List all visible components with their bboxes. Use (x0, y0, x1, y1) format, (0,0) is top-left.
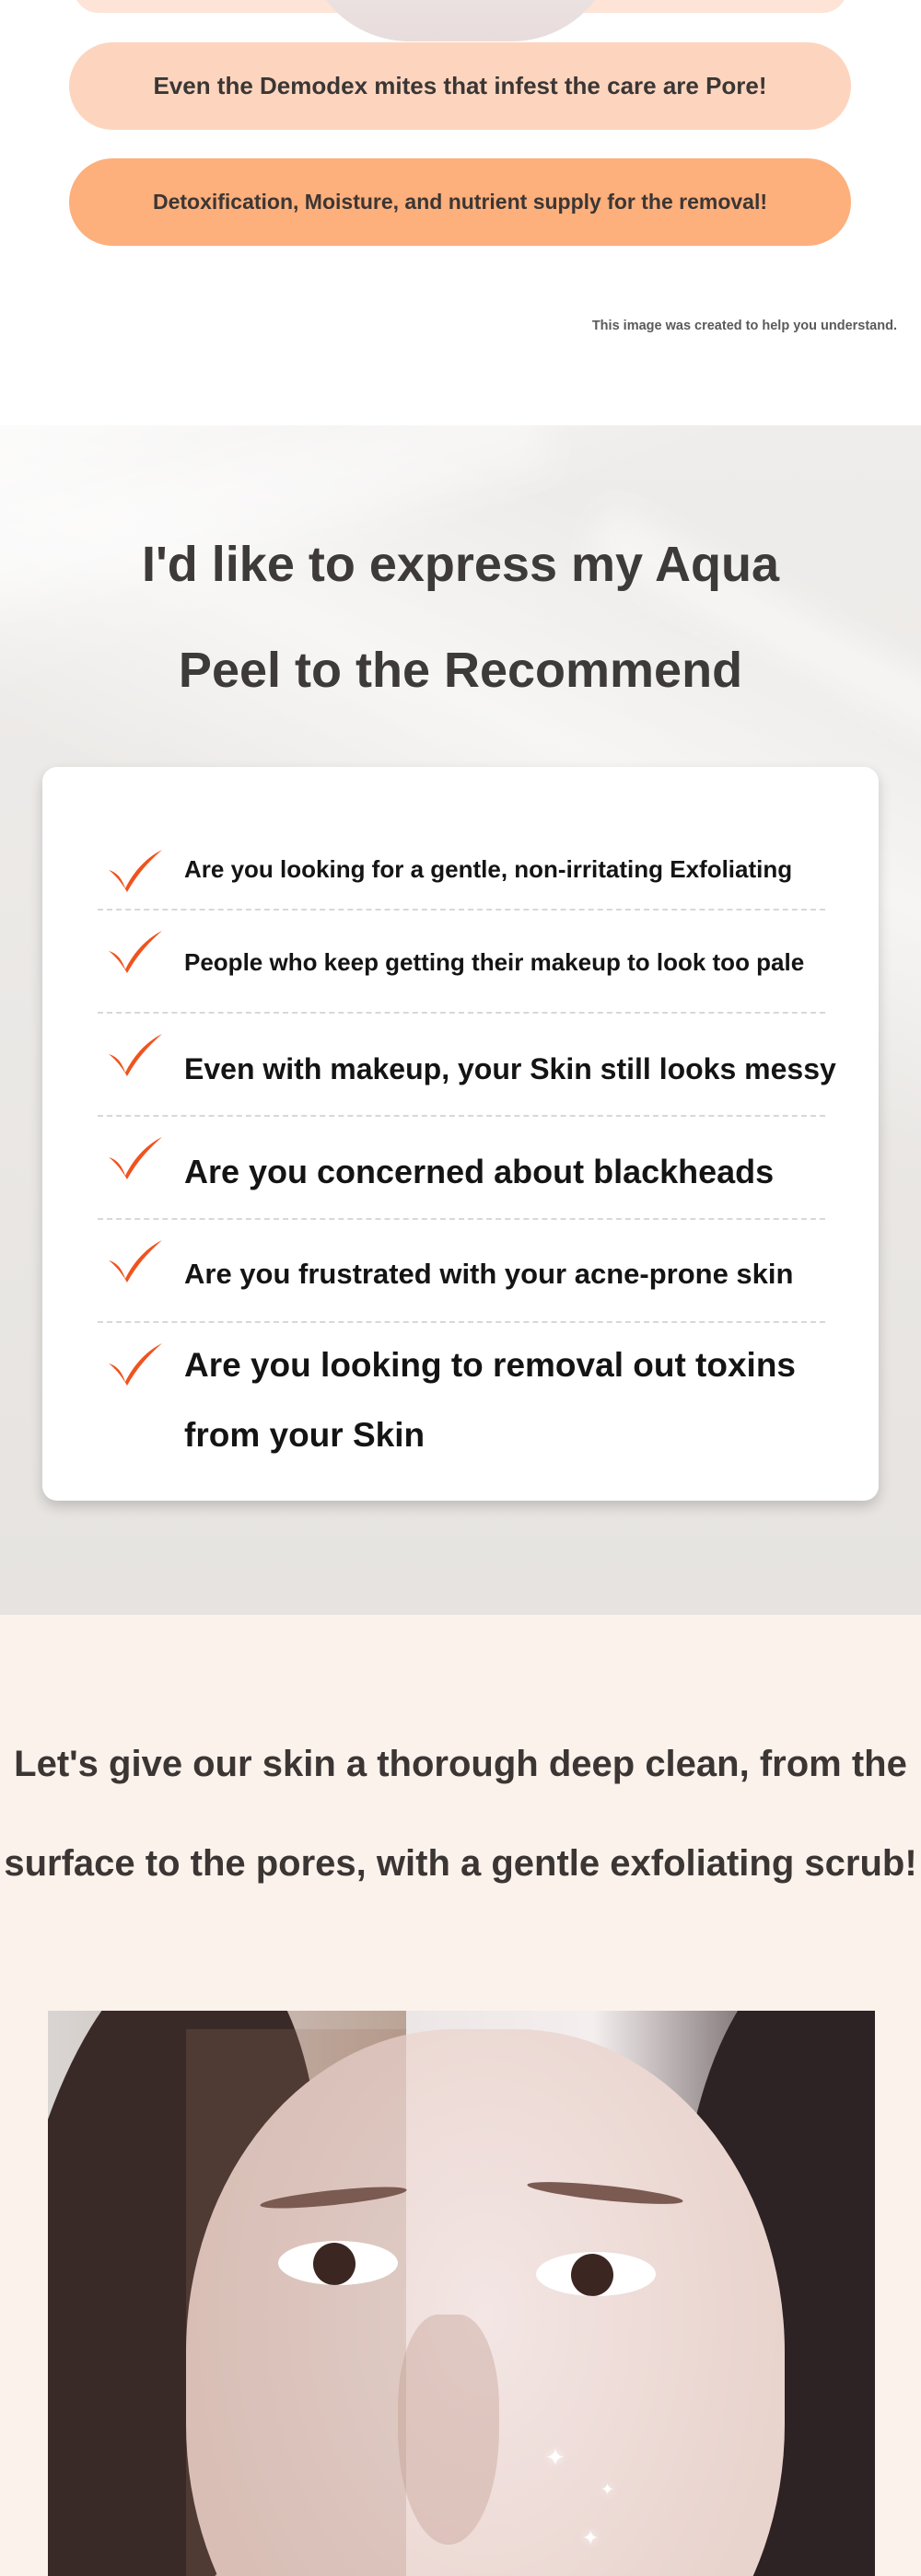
demodex-pill (69, 42, 851, 130)
recommend-item-text: Even with makeup, your Skin still looks messy (184, 1052, 836, 1085)
recommend-card (42, 767, 879, 1501)
deep-clean-title-line-2: surface to the pores, with a gentle exfoliating scrub! (4, 1843, 917, 1884)
detox-pill-text: Detoxification, Moisture, and nutrient supply for the removal! (152, 190, 768, 214)
recommend-title-line-2: Peel to the Recommend (178, 643, 743, 698)
eye-right (536, 2252, 656, 2296)
deep-clean-title-line-1: Let's give our skin a thorough deep clean, from the (14, 1744, 907, 1784)
check-icon (107, 1238, 164, 1284)
check-icon (107, 1135, 164, 1181)
recommend-item (98, 1220, 825, 1323)
check-icon (107, 1032, 164, 1078)
recommend-title-line-1: I'd like to express my Aqua (141, 537, 780, 592)
recommend-item (98, 1323, 825, 1470)
face-image-crop (304, 0, 617, 41)
check-icon (107, 848, 164, 894)
recommend-item (98, 1014, 836, 1117)
recommend-item-text: Are you looking for a gentle, non-irritating Exfoliating (184, 855, 793, 883)
demodex-pill-text: Even the Demodex mites that infest the care are Pore! (153, 72, 767, 99)
deep-clean-section (0, 1615, 921, 2576)
image-note: This image was created to help you understand. (591, 319, 897, 333)
recommend-item (98, 911, 825, 1014)
detox-pill (69, 158, 851, 246)
before-after-photo (48, 2011, 875, 2576)
top-section (0, 0, 921, 425)
nose (398, 2315, 499, 2545)
check-icon (107, 929, 164, 975)
eye-left (278, 2241, 398, 2285)
recommend-item-text: Are you looking to removal out toxins from your Skin (184, 1346, 797, 1454)
sparkle-icon: ✦ (600, 2480, 615, 2499)
sparkle-icon: ✦ (545, 2443, 565, 2471)
recommend-item (98, 1117, 825, 1220)
sparkle-icon: ✦ (582, 2526, 600, 2549)
recommend-item-text: Are you concerned about blackheads (184, 1153, 775, 1190)
before-shade (186, 2029, 406, 2576)
recommend-item-text: People who keep getting their makeup to look too pale (184, 948, 805, 976)
recommend-item-text: Are you frustrated with your acne-prone skin (184, 1258, 794, 1290)
recommend-section (0, 425, 921, 1615)
recommend-item (98, 831, 825, 911)
check-icon (107, 1341, 164, 1387)
